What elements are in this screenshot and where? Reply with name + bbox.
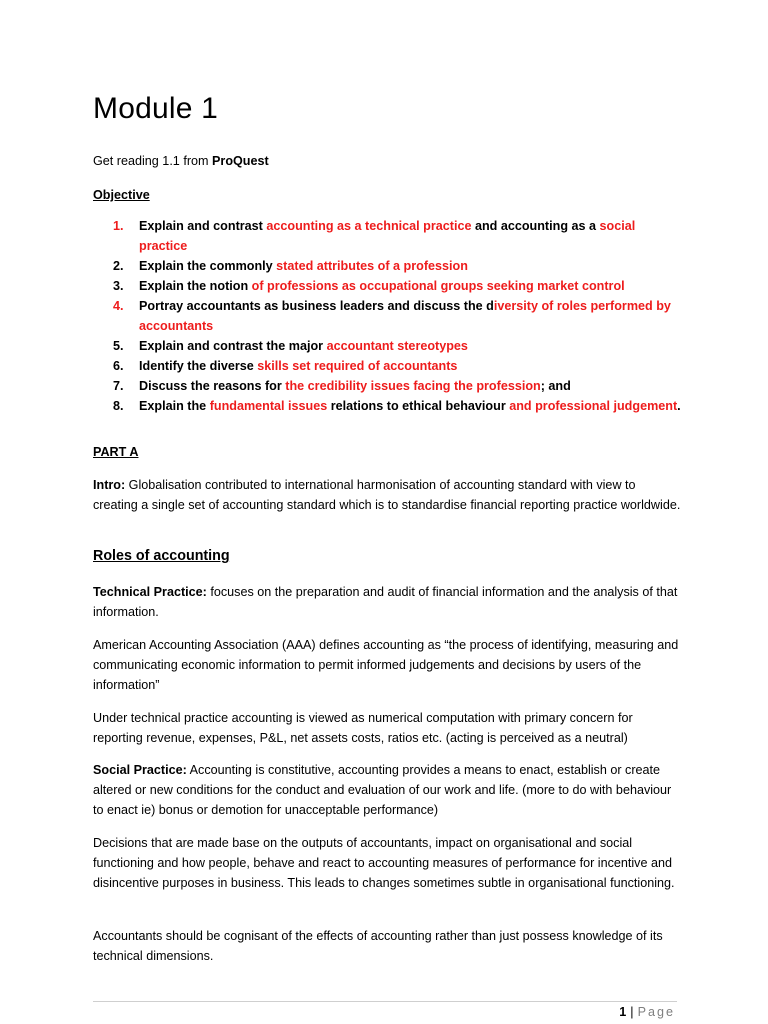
objective-highlight: accountant stereotypes [326,339,468,353]
footer-separator: | [630,1005,634,1019]
page-title: Module 1 [93,92,219,125]
objective-highlight: and professional judgement [509,399,678,413]
objective-item [93,396,683,416]
reading-source: ProQuest [212,154,269,168]
objective-item [93,356,683,376]
objective-number: 6. [113,359,124,373]
objective-highlight: skills set required of accountants [257,359,458,373]
page-footer [619,1005,675,1019]
objective-text: Discuss the reasons for [139,379,286,393]
social-text: Accounting is constitutive, accounting provides a means to enact, establish or create altered or new conditions for the conduct and evaluation of our work and life. (more to do with behaviour to enact ie) bonus or demotion for unacceptable performance) [93,763,672,817]
under-technical-paragraph: Under technical practice accounting is viewed as numerical computation with primary concern for reporting revenue, expenses, P&L, net assets costs, ratios etc. (acting is perceived as a neutral) [93,711,633,745]
objective-text: Explain the notion [139,279,252,293]
reading-note [93,151,683,171]
objective-text: Explain and contrast [139,219,267,233]
objective-item [93,296,683,336]
page-number: 1 [619,1005,627,1019]
objective-text: Explain the commonly [139,259,277,273]
objective-item [93,216,683,256]
aaa-paragraph: American Accounting Association (AAA) defines accounting as “the process of identifying, measuring and communicating economic information to permit informed judgements and decisions by users of the information” [93,638,679,692]
objective-text: Portray accountants as business leaders and discuss the d [139,299,494,313]
social-label: Social Practice: [93,763,187,777]
objective-number: 7. [113,379,124,393]
technical-label: Technical Practice: [93,585,207,599]
social-paragraph [93,760,683,820]
objective-text: and accounting as a [471,219,600,233]
objective-text: Explain and contrast the major [139,339,327,353]
technical-paragraph [93,582,683,622]
objective-text: Explain the [139,399,210,413]
objective-item [93,276,683,296]
page-label: Page [637,1005,675,1019]
objective-text: ; and [540,379,571,393]
objective-highlight: fundamental issues [209,399,328,413]
objective-highlight: the credibility issues facing the profession [285,379,541,393]
objective-number: 4. [113,299,124,313]
part-a-heading: PART A [93,445,139,459]
objective-text: relations to ethical behaviour [327,399,510,413]
objective-number: 2. [113,259,124,273]
decisions-paragraph: Decisions that are made base on the outputs of accountants, impact on organisational and social functioning and how people, behave and react to accounting measures of performance for incentive and disincentive purposes in business. This leads to changes sometimes subtle in organisational functioning. [93,836,675,890]
objective-number: 1. [113,219,124,233]
objective-item [93,336,683,356]
objective-highlight: accounting as a technical practice [266,219,472,233]
objective-number: 5. [113,339,124,353]
footer-divider [93,1001,677,1002]
objective-number: 8. [113,399,124,413]
objective-highlight: iversity of roles performed by accountants [139,299,671,333]
objective-number: 3. [113,279,124,293]
intro-paragraph [93,475,683,515]
reading-prefix: Get reading 1.1 from [93,154,213,168]
objective-item [93,376,683,396]
intro-label: Intro: [93,478,126,492]
objective-item [93,256,683,276]
objective-text: Identify the diverse [139,359,258,373]
technical-text: focuses on the preparation and audit of financial information and the analysis of that information. [93,585,678,619]
objective-heading: Objective [93,188,150,202]
objectives-list [93,216,683,416]
cognisant-paragraph: Accountants should be cognisant of the effects of accounting rather than just possess knowledge of its technical dimensions. [93,929,663,963]
objective-text: . [677,399,681,413]
objective-highlight: stated attributes of a profession [276,259,468,273]
objective-highlight: of professions as occupational groups seeking market control [251,279,625,293]
objective-highlight: social practice [139,219,636,253]
intro-text: Globalisation contributed to international harmonisation of accounting standard with view to creating a single set of accounting standard which is to standardise financial reporting practice worldwide. [93,478,681,512]
roles-heading: Roles of accounting [93,548,230,564]
